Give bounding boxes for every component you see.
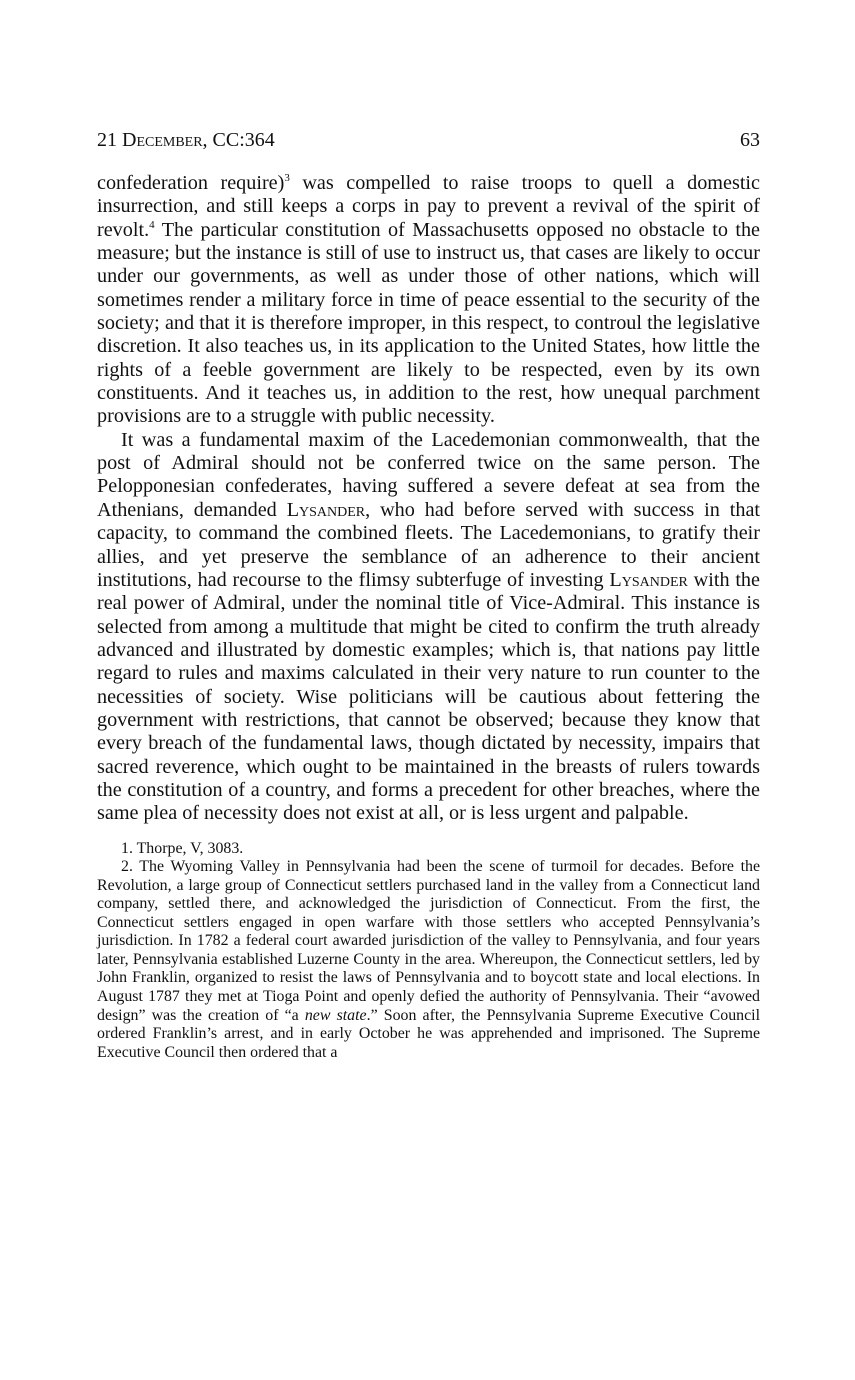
page-number: 63 <box>740 129 760 151</box>
paragraph-1-text-b: was compelled to raise troops to quell a domestic insurrection, and still keeps a corps in pay to prevent a revival of the spirit of revolt. <box>97 172 760 241</box>
footnote-2-text-a: 2. The Wyoming Valley in Pennsylvania had been the scene of turmoil for decades. Before the Revolution, a large group of Connecticut settlers purchased land in the valley from a Connecticut land company, settled there, and acknowledged the jurisdiction of Connecticut. From the first, the Connecticut settlers engaged in open warfare with those settlers who accepted Pennsylvania’s jurisdiction. In 1782 a federal court awarded jurisdiction of the valley to Pennsylvania, and four years later, Pennsylvania established Luzerne County in the area. Whereupon, the Connecticut settlers, led by John Franklin, organized to resist the laws of Pennsylvania and to boycott state and local elections. In August 1787 they met at Tioga Point and openly defied the authority of Pennsylvania. Their “avowed design” was the creation of “a <box>97 858 760 1024</box>
footnote-ref-4[interactable]: 4 <box>149 218 155 231</box>
running-head-date: 21 December, CC:364 <box>97 129 275 151</box>
footnote-2 <box>97 858 760 1062</box>
name-lysander: Lysander <box>286 498 366 521</box>
footnote-1: 1. Thorpe, V, 3083. <box>121 839 244 857</box>
paragraph-2-text-c: with the real power of Admiral, under the nominal title of Vice-Admiral. This instance is selected from among a multitude that might be cited to confirm the truth already advanced and illustrated by domestic examples; which is, that nations pay little regard to rules and maxims calculated in their very nature to run counter to the necessities of society. Wise politicians will be cautious about fettering the government with restrictions, that cannot be observed; because they know that every breach of the fundamental laws, though dictated by necessity, impairs that sacred reverence, which ought to be maintained in the breasts of rulers towards the constitution of a country, and forms a precedent for other breaches, where the same plea of necessity does not exist at all, or is less urgent and palpable. <box>97 568 760 825</box>
paragraph-1-text-a: confederation require) <box>97 172 285 194</box>
paragraph-2-text-b: , who had before served with success in that capacity, to command the combined fleets. The Lacedemonians, to gratify their allies, and yet preserve the semblance of an adherence to their ancient institutions, had recourse to the flimsy subterfuge of investing <box>97 498 761 591</box>
name-lysander: Lysander <box>609 568 688 591</box>
footnote-ref-3[interactable]: 3 <box>284 172 290 184</box>
footnote-2-text-b: .” Soon after, the Pennsylvania Supreme Executive Council ordered Franklin’s arrest, and in early October he was apprehended and imprisoned. The Supreme Executive Council then ordered that a <box>97 1006 760 1061</box>
footnotes <box>97 840 760 1063</box>
paragraph-1 <box>97 172 760 429</box>
paragraph-2 <box>97 429 760 826</box>
footnote-2-italic: new state <box>304 1006 367 1024</box>
paragraph-1-text-c: The particular constitution of Massachusetts opposed no obstacle to the measure; but the instance is still of use to instruct us, that cases are likely to occur under our governments, as well as under those of other nations, which will sometimes render a military force in time of peace essential to the security of the society; and that it is therefore improper, in this respect, to controul the legislative discretion. It also teaches us, in its application to the United States, how little the rights of a feeble government are likely to be respected, even by its own constituents. And it teaches us, in addition to the rest, how unequal parchment provisions are to a struggle with public necessity. <box>97 218 760 428</box>
body-text <box>97 172 760 826</box>
document-page <box>97 128 760 1062</box>
paragraph-2-text-a: It was a fundamental maxim of the Lacedemonian commonwealth, that the post of Admiral should not be conferred twice on the same person. The Pelopponesian confederates, having suffered a severe defeat at sea from the Athenians, demanded <box>97 428 760 521</box>
running-head <box>97 128 760 152</box>
